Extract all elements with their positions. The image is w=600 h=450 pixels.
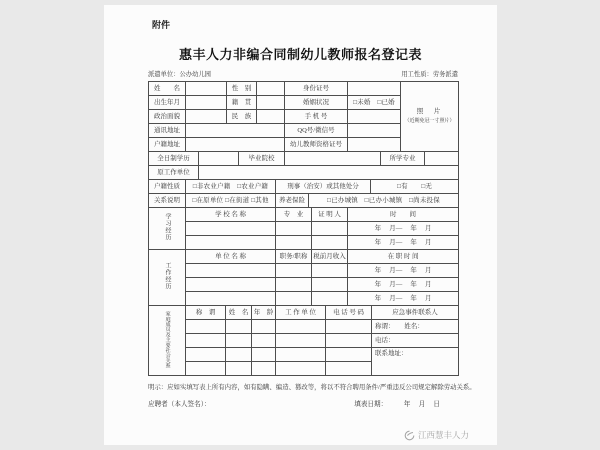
study-table bbox=[148, 207, 459, 250]
edu-cell bbox=[199, 152, 239, 166]
family-phone-cell bbox=[326, 334, 372, 348]
education-table bbox=[148, 151, 459, 166]
study-period: 年 月— 年 月 bbox=[348, 222, 459, 236]
witness-cell bbox=[312, 236, 348, 250]
work-title-header: 职务/职称 bbox=[276, 250, 312, 264]
hukou-addr-cell bbox=[186, 138, 285, 152]
family-unit-cell bbox=[276, 320, 326, 334]
emergency-address-line: 联系地址： bbox=[372, 348, 459, 376]
work-unit-cell bbox=[186, 292, 276, 306]
study-major-header: 专 业 bbox=[276, 208, 312, 222]
relation-label: 关系说明 bbox=[149, 194, 186, 208]
table-row bbox=[149, 334, 459, 348]
family-phone-header: 电 话 号 码 bbox=[326, 306, 372, 320]
gender-label: 性 别 bbox=[227, 82, 257, 96]
family-name-header: 姓 名 bbox=[226, 306, 252, 320]
emergency-phone-line: 电话： bbox=[372, 334, 459, 348]
table-row bbox=[149, 222, 459, 236]
family-age-header: 年 龄 bbox=[252, 306, 276, 320]
employment-nature: 用工性质：劳务派遣 bbox=[401, 71, 458, 78]
study-major-cell bbox=[276, 222, 312, 236]
work-income-cell bbox=[312, 278, 348, 292]
family-age-cell bbox=[252, 320, 276, 334]
witness-header: 证 明 人 bbox=[312, 208, 348, 222]
mail-addr-label: 通讯地址 bbox=[149, 124, 186, 138]
table-row bbox=[149, 236, 459, 250]
criminal-label: 刑事（治安）或其他处分 bbox=[276, 180, 371, 194]
family-age-cell bbox=[252, 334, 276, 348]
criminal-options: □有 □无 bbox=[371, 180, 459, 194]
table-row bbox=[149, 348, 459, 362]
qq-wechat-label: QQ号/微信号 bbox=[285, 124, 348, 138]
work-unit-header: 单 位 名 称 bbox=[186, 250, 276, 264]
edu-label: 全日制学历 bbox=[149, 152, 199, 166]
table-row bbox=[149, 292, 459, 306]
attachment-label: 附件 bbox=[152, 20, 171, 30]
study-major-cell bbox=[276, 236, 312, 250]
family-phone-cell bbox=[326, 348, 372, 362]
signature-line bbox=[148, 398, 458, 408]
ethnic-label: 民 族 bbox=[227, 110, 257, 124]
table-row bbox=[149, 320, 459, 334]
qq-wechat-cell bbox=[348, 124, 401, 138]
work-income-cell bbox=[312, 264, 348, 278]
table-row bbox=[149, 152, 459, 166]
family-phone-cell bbox=[326, 320, 372, 334]
basic-info-table bbox=[148, 81, 459, 152]
study-section-label: 学习经历 bbox=[149, 208, 186, 250]
signer-label: 应聘者（本人签名）： bbox=[148, 401, 211, 408]
work-title-cell bbox=[276, 278, 312, 292]
work-title-cell bbox=[276, 264, 312, 278]
work-title-cell bbox=[276, 292, 312, 306]
hukou-type-table bbox=[148, 179, 459, 194]
family-rel-cell bbox=[186, 362, 226, 376]
former-unit-cell bbox=[199, 166, 459, 180]
mobile-cell bbox=[348, 110, 401, 124]
emergency-header: 应急事件联系人 bbox=[372, 306, 459, 320]
table-row bbox=[149, 278, 459, 292]
photo-note: （近期免冠一寸照片） bbox=[404, 118, 455, 124]
family-rel-cell bbox=[186, 334, 226, 348]
work-table bbox=[148, 249, 459, 306]
family-table bbox=[148, 305, 459, 376]
work-period: 年 月— 年 月 bbox=[348, 278, 459, 292]
native-label: 籍 贯 bbox=[227, 96, 257, 110]
family-name-cell bbox=[226, 334, 252, 348]
photo-label: 照 片 bbox=[416, 108, 443, 116]
hukou-addr-label: 户籍地址 bbox=[149, 138, 186, 152]
work-unit-cell bbox=[186, 264, 276, 278]
form-table bbox=[148, 82, 460, 376]
photo-box bbox=[401, 82, 459, 152]
name-label: 姓 名 bbox=[149, 82, 186, 96]
family-unit-cell bbox=[276, 362, 326, 376]
family-section-label: 家庭成员及主要社会关系 bbox=[149, 306, 186, 376]
pension-options: □已办城镇 □已办小城镇 □尚未投保 bbox=[309, 194, 459, 208]
relation-options: □在原单位 □在街道 □其他 bbox=[186, 194, 276, 208]
mobile-label: 手 机 号 bbox=[285, 110, 348, 124]
mail-addr-cell bbox=[186, 124, 285, 138]
work-income-cell bbox=[312, 292, 348, 306]
fill-date-label: 填表日期： 年 月 日 bbox=[354, 401, 440, 408]
id-cell bbox=[348, 82, 401, 96]
document-page bbox=[104, 5, 497, 445]
study-time-header: 时 间 bbox=[348, 208, 459, 222]
table-row bbox=[149, 82, 459, 96]
marital-options: □未婚 □已婚 bbox=[348, 96, 401, 110]
family-name-cell bbox=[226, 348, 252, 362]
work-period: 年 月— 年 月 bbox=[348, 292, 459, 306]
family-unit-cell bbox=[276, 348, 326, 362]
native-cell bbox=[257, 96, 285, 110]
birth-cell bbox=[186, 96, 227, 110]
family-name-cell bbox=[226, 362, 252, 376]
notice-text: 明示：应如实填写表上所有内容，如有隐瞒、编造、篡改等，将以不符合聘用条件/严重违反公司规定解除劳动关系。 bbox=[148, 384, 476, 391]
family-age-cell bbox=[252, 348, 276, 362]
work-unit-cell bbox=[186, 278, 276, 292]
witness-cell bbox=[312, 222, 348, 236]
family-phone-cell bbox=[326, 362, 372, 376]
work-section-label: 工作经历 bbox=[149, 250, 186, 306]
work-period: 年 月— 年 月 bbox=[348, 264, 459, 278]
political-label: 政治面貌 bbox=[149, 110, 186, 124]
table-row bbox=[149, 208, 459, 222]
table-row bbox=[149, 180, 459, 194]
logo-icon bbox=[404, 430, 415, 441]
form-subhead bbox=[148, 69, 458, 78]
school-cell bbox=[186, 222, 276, 236]
family-name-cell bbox=[226, 320, 252, 334]
marital-label: 婚姻状况 bbox=[285, 96, 348, 110]
relation-table bbox=[148, 193, 459, 208]
work-income-header: 税前月收入 bbox=[312, 250, 348, 264]
family-rel-cell bbox=[186, 320, 226, 334]
school-header: 学 校 名 称 bbox=[186, 208, 276, 222]
table-row bbox=[149, 250, 459, 264]
teacher-cert-cell bbox=[348, 138, 401, 152]
hukou-type-options: □非农业户籍 □农业户籍 bbox=[186, 180, 276, 194]
family-unit-header: 工 作 单 位 bbox=[276, 306, 326, 320]
table-row bbox=[149, 306, 459, 320]
work-tenure-header: 在 职 时 间 bbox=[348, 250, 459, 264]
ethnic-cell bbox=[257, 110, 285, 124]
family-unit-cell bbox=[276, 334, 326, 348]
emergency-name-line: 称谓： 姓名： bbox=[372, 320, 459, 334]
gender-cell bbox=[257, 82, 285, 96]
teacher-cert-label: 幼儿教师资格证号 bbox=[285, 138, 348, 152]
table-row bbox=[149, 166, 459, 180]
college-cell bbox=[285, 152, 381, 166]
watermark-logo bbox=[404, 429, 469, 441]
study-period: 年 月— 年 月 bbox=[348, 236, 459, 250]
hukou-type-label: 户籍性质 bbox=[149, 180, 186, 194]
form-title: 惠丰人力非编合同制幼儿教师报名登记表 bbox=[178, 47, 422, 62]
school-cell bbox=[186, 236, 276, 250]
birth-label: 出生年月 bbox=[149, 96, 186, 110]
former-unit-label: 原工作单位 bbox=[149, 166, 199, 180]
name-cell bbox=[186, 82, 227, 96]
college-label: 毕业院校 bbox=[239, 152, 285, 166]
table-row bbox=[149, 264, 459, 278]
former-unit-table bbox=[148, 165, 459, 180]
major-cell bbox=[425, 152, 459, 166]
dispatch-unit: 派遣单位：公办幼儿园 bbox=[148, 71, 211, 78]
id-label: 身份证号 bbox=[285, 82, 348, 96]
family-rel-cell bbox=[186, 348, 226, 362]
major-label: 所学专业 bbox=[381, 152, 425, 166]
pension-label: 养老保险 bbox=[276, 194, 309, 208]
logo-text: 江西慧丰人力 bbox=[417, 430, 469, 440]
family-rel-header: 称 谓 bbox=[186, 306, 226, 320]
table-row bbox=[149, 194, 459, 208]
political-cell bbox=[186, 110, 227, 124]
family-age-cell bbox=[252, 362, 276, 376]
